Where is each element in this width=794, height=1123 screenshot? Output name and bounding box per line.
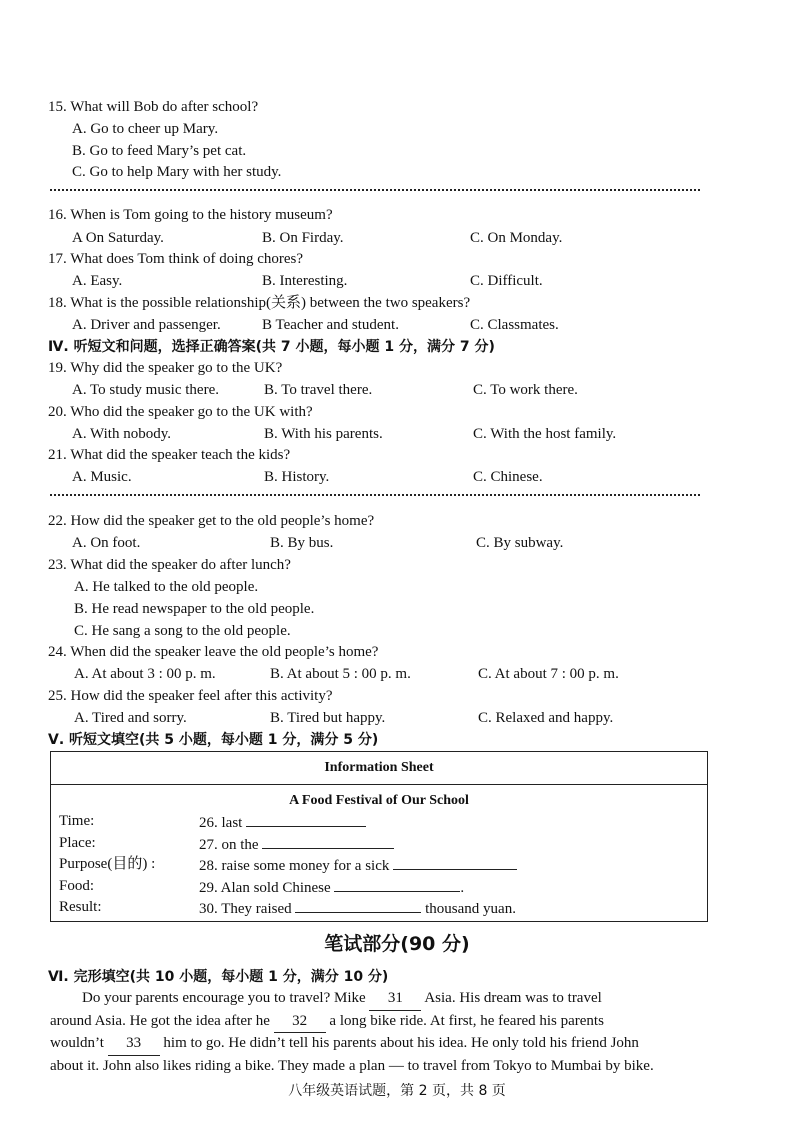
q21-option-c: C. Chinese. xyxy=(473,469,543,485)
q15-option-c: C. Go to help Mary with her study. xyxy=(72,164,282,180)
q17-option-c: C. Difficult. xyxy=(470,273,543,289)
answer-blank-28[interactable] xyxy=(393,854,517,870)
cloze-blank-31[interactable]: 31 xyxy=(369,988,421,1011)
q24-option-c: C. At about 7 : 00 p. m. xyxy=(478,666,619,682)
section-6-title: Ⅵ. 完形填空(共 10 小题，每小题 1 分，满分 10 分) xyxy=(48,969,389,985)
q20-option-c: C. With the host family. xyxy=(473,426,617,442)
row-prefix: 28. raise some money for a sick xyxy=(199,858,390,874)
q19-option-b: B. To travel there. xyxy=(264,382,373,398)
cloze-text: around Asia. He got the idea after he xyxy=(50,1012,270,1029)
cloze-text: him to go. He didn’t tell his parents about his idea. He only told his friend John xyxy=(163,1035,639,1051)
q22-option-c: C. By subway. xyxy=(476,535,564,551)
q21-option-b: B. History. xyxy=(264,469,330,485)
answer-blank-26[interactable] xyxy=(246,811,366,827)
q18-option-c: C. Classmates. xyxy=(470,317,559,333)
sheet-row-food xyxy=(51,876,707,898)
q18-option-b: B Teacher and student. xyxy=(262,317,399,333)
cloze-blank-33[interactable]: 33 xyxy=(108,1033,160,1056)
row-prefix: 30. They raised xyxy=(199,901,292,917)
row-prefix: 27. on the xyxy=(199,836,259,853)
q21-option-a: A. Music. xyxy=(72,469,132,485)
information-sheet xyxy=(50,751,708,922)
section-4-title: Ⅳ. 听短文和问题，选择正确答案(共 7 小题，每小题 1 分，满分 7 分) xyxy=(48,339,495,355)
written-part-title: 笔试部分(90 分) xyxy=(324,933,470,955)
row-label: Result: xyxy=(59,899,102,915)
question-18: 18. What is the possible relationship(关系) between the two speakers? xyxy=(48,295,471,311)
section-5-title: Ⅴ. 听短文填空(共 5 小题，每小题 1 分，满分 5 分) xyxy=(48,732,379,748)
q23-option-c: C. He sang a song to the old people. xyxy=(74,623,291,639)
row-label: Place: xyxy=(59,834,96,851)
cloze-text: Do your parents encourage you to travel? Mike xyxy=(82,990,366,1006)
question-15: 15. What will Bob do after school? xyxy=(48,99,259,115)
cloze-text: wouldn’t xyxy=(50,1035,104,1051)
answer-blank-29[interactable] xyxy=(334,876,460,892)
information-sheet-title: Information Sheet xyxy=(51,752,708,785)
q16-option-c: C. On Monday. xyxy=(470,230,563,246)
page-footer: 八年级英语试题，第 2 页，共 8 页 xyxy=(288,1083,506,1099)
dotted-divider xyxy=(50,189,700,191)
row-prefix: 29. Alan sold Chinese xyxy=(199,879,331,896)
cloze-text: about it. John also likes riding a bike. They made a plan — to travel from Tokyo to Mumbai by bike. xyxy=(50,1057,654,1074)
row-prefix: 26. last xyxy=(199,815,243,831)
q24-option-b: B. At about 5 : 00 p. m. xyxy=(270,666,411,682)
cloze-text: a long bike ride. At first, he feared his parents xyxy=(329,1012,604,1029)
q22-option-b: B. By bus. xyxy=(270,535,334,551)
q25-option-b: B. Tired but happy. xyxy=(270,710,386,726)
sheet-row-purpose xyxy=(51,854,707,876)
row-label: Time: xyxy=(59,813,95,829)
q15-option-a: A. Go to cheer up Mary. xyxy=(72,121,219,137)
answer-blank-27[interactable] xyxy=(262,833,394,849)
question-16: 16. When is Tom going to the history museum? xyxy=(48,207,333,223)
q20-option-a: A. With nobody. xyxy=(72,426,171,442)
question-17: 17. What does Tom think of doing chores? xyxy=(48,251,304,267)
q19-option-c: C. To work there. xyxy=(473,382,578,398)
question-20: 20. Who did the speaker go to the UK with? xyxy=(48,404,313,420)
q17-option-a: A. Easy. xyxy=(72,273,123,289)
cloze-text: Asia. His dream was to travel xyxy=(424,990,602,1006)
q16-option-a: A On Saturday. xyxy=(72,230,164,246)
cloze-passage xyxy=(50,988,710,1077)
q16-option-b: B. On Firday. xyxy=(262,230,344,246)
q18-option-a: A. Driver and passenger. xyxy=(72,317,221,333)
q25-option-a: A. Tired and sorry. xyxy=(74,710,187,726)
sheet-row-result xyxy=(51,897,707,919)
q23-option-a: A. He talked to the old people. xyxy=(74,579,259,595)
answer-blank-30[interactable] xyxy=(295,897,421,913)
q24-option-a: A. At about 3 : 00 p. m. xyxy=(74,666,216,682)
q15-option-b: B. Go to feed Mary’s pet cat. xyxy=(72,143,247,159)
sheet-row-place xyxy=(51,833,707,855)
information-sheet-subtitle: A Food Festival of Our School xyxy=(289,793,469,808)
question-21: 21. What did the speaker teach the kids? xyxy=(48,447,291,463)
cloze-blank-32[interactable]: 32 xyxy=(274,1011,326,1034)
question-25: 25. How did the speaker feel after this activity? xyxy=(48,688,333,704)
q22-option-a: A. On foot. xyxy=(72,535,141,551)
question-24: 24. When did the speaker leave the old people’s home? xyxy=(48,644,379,660)
q25-option-c: C. Relaxed and happy. xyxy=(478,710,614,726)
row-label: Purpose(目的) : xyxy=(59,856,156,872)
row-label: Food: xyxy=(59,877,95,894)
dotted-divider xyxy=(50,494,700,496)
question-19: 19. Why did the speaker go to the UK? xyxy=(48,360,283,376)
q20-option-b: B. With his parents. xyxy=(264,426,383,442)
question-22: 22. How did the speaker get to the old people’s home? xyxy=(48,513,375,529)
question-23: 23. What did the speaker do after lunch? xyxy=(48,557,291,573)
row-suffix: . xyxy=(460,879,465,896)
row-suffix: thousand yuan. xyxy=(425,901,516,917)
q17-option-b: B. Interesting. xyxy=(262,273,348,289)
sheet-row-time xyxy=(51,811,707,833)
q19-option-a: A. To study music there. xyxy=(72,382,219,398)
q23-option-b: B. He read newspaper to the old people. xyxy=(74,601,315,617)
